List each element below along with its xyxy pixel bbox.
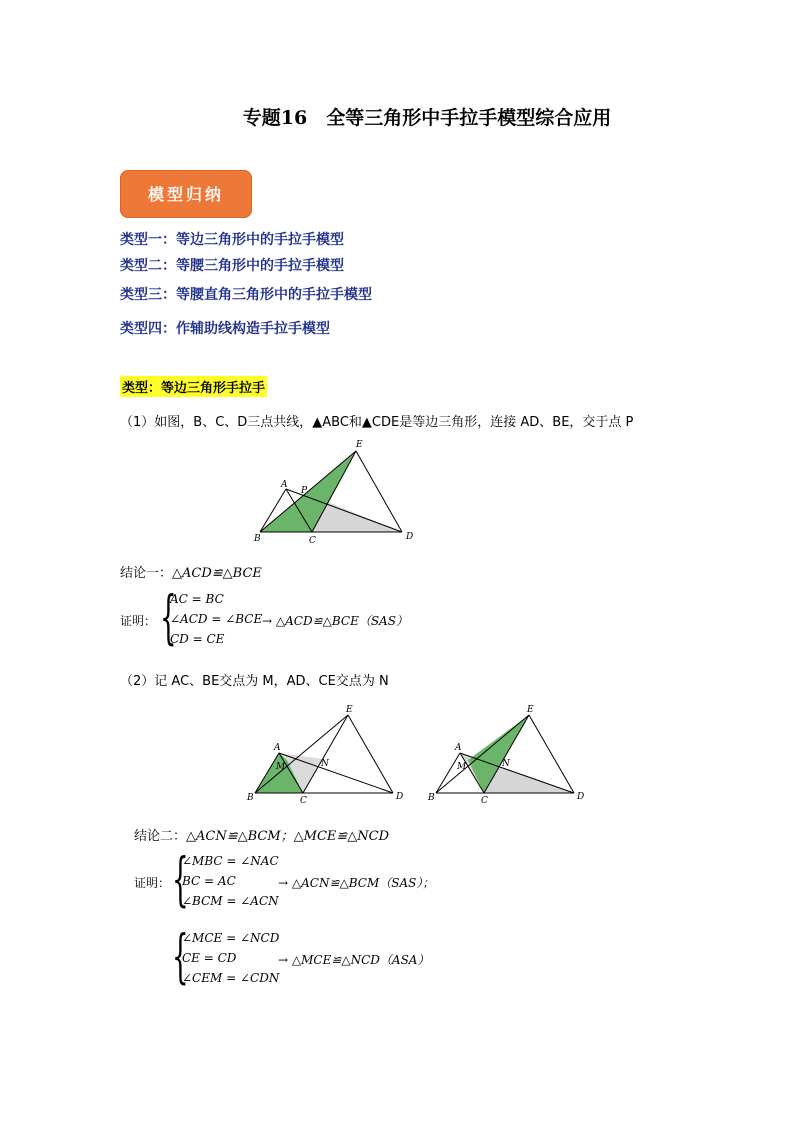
fig3-label-B: B — [428, 793, 435, 803]
proof2a-result: → △ACN≌△BCM（SAS）； — [278, 876, 435, 890]
fig2-label-N: N — [321, 759, 329, 769]
fig1-label-E: E — [356, 440, 363, 450]
proof1-line-3: CD = CE — [170, 632, 225, 646]
proof2b-line-2: CE = CD — [182, 951, 237, 965]
figure-2 — [243, 704, 408, 806]
fig1-label-D: D — [406, 532, 414, 542]
figure-1 — [250, 438, 425, 546]
proof1-label: 证明： — [120, 614, 157, 628]
fig1-label-P: P — [301, 486, 308, 496]
part1-statement: （1）如图，B、C、D三点共线，▲ABC和▲CDE是等边三角形，连接 AD、BE，交于点 P — [120, 415, 634, 430]
page-title: 专题16 全等三角形中手拉手模型综合应用 — [242, 107, 612, 129]
model-summary-badge: 模型归纳 — [120, 170, 252, 218]
conclusion1-label: 结论一： — [120, 566, 173, 581]
fig2-label-D: D — [396, 792, 404, 802]
fig2-label-C: C — [300, 796, 307, 806]
fig2-label-M: M — [276, 762, 286, 772]
part2-statement: （2）记 AC、BE交点为 M，AD、CE交点为 N — [120, 674, 389, 689]
type-item-1: 类型一：等边三角形中的手拉手模型 — [120, 232, 344, 248]
fig2-label-E: E — [346, 705, 353, 715]
proof1-result: → △ACD≌△BCE（SAS） — [262, 614, 408, 628]
proof2a-brace: { — [172, 845, 189, 913]
proof1-line-2: ∠ACD = ∠BCE — [170, 612, 263, 626]
conclusion1-formula: △ACD≌△BCE — [172, 566, 262, 581]
conclusion2-label: 结论二： — [134, 829, 187, 844]
proof2a-line-2: BC = AC — [182, 874, 236, 888]
type-item-3: 类型三：等腰直角三角形中的手拉手模型 — [120, 287, 372, 303]
fig2-label-B: B — [247, 793, 254, 803]
fig3-label-A: A — [455, 743, 462, 753]
proof1-brace: { — [160, 583, 177, 651]
fig1-label-B: B — [254, 534, 261, 544]
section-heading: 类型：等边三角形手拉手 — [120, 376, 267, 397]
fig3-label-N: N — [502, 759, 510, 769]
figure-3 — [424, 704, 589, 806]
proof2b-line-3: ∠CEM = ∠CDN — [182, 971, 280, 985]
fig3-label-C: C — [481, 796, 488, 806]
proof2a-line-1: ∠MBC = ∠NAC — [182, 854, 279, 868]
proof1-line-1: AC = BC — [170, 592, 224, 606]
fig3-label-D: D — [577, 792, 585, 802]
proof2b-result: → △MCE≌△NCD（ASA） — [278, 953, 430, 967]
fig3-label-M: M — [457, 762, 467, 772]
conclusion2-formula: △ACN≌△BCM；△MCE≌△NCD — [186, 829, 390, 844]
proof2b-line-1: ∠MCE = ∠NCD — [182, 931, 280, 945]
fig2-label-A: A — [274, 743, 281, 753]
fig1-label-A: A — [281, 480, 288, 490]
type-item-4: 类型四：作辅助线构造手拉手模型 — [120, 321, 330, 337]
proof2b-brace: { — [172, 922, 189, 990]
type-item-2: 类型二：等腰三角形中的手拉手模型 — [120, 258, 344, 274]
fig3-label-E: E — [527, 705, 534, 715]
proof2a-line-3: ∠BCM = ∠ACN — [182, 894, 279, 908]
proof2-label: 证明： — [134, 876, 171, 890]
fig1-label-C: C — [309, 536, 316, 546]
